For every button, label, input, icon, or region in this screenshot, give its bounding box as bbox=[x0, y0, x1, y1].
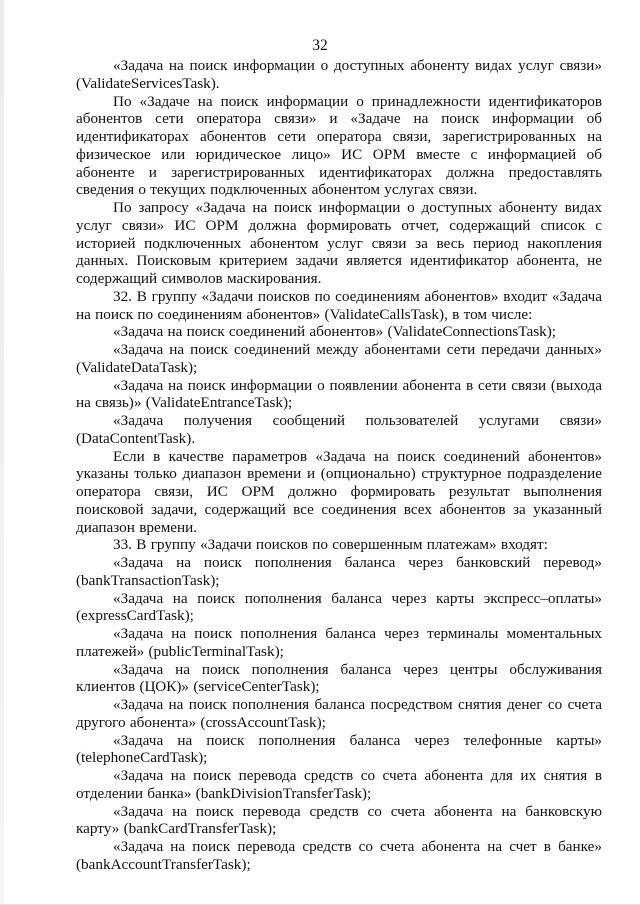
paragraph: «Задача на поиск соединений между абонентами сети передачи данных» (ValidateDataTask); bbox=[76, 341, 602, 376]
paragraph: «Задача на поиск соединений абонентов» (ValidateConnectionsTask); bbox=[113, 323, 557, 341]
paragraph: «Задача на поиск пополнения баланса через телефонные карты» (telephoneCardTask); bbox=[76, 731, 602, 767]
paragraph: «Задача на поиск информации о доступных абоненту видах услуг связи» (ValidateServicesTask). bbox=[76, 57, 602, 92]
document-body bbox=[76, 57, 602, 874]
paragraph: «Задача на поиск перевода средств со счета абонента для их снятия в отделении банка» (bankDivisionTransferTask); bbox=[76, 767, 602, 802]
paragraph: «Задача на поиск информации о появлении абонента в сети связи (выхода на связь)» (ValidateEntranceTask); bbox=[76, 376, 602, 412]
paragraph: «Задача на поиск пополнения баланса через центры обслуживания клиентов (ЦОК)» (serviceCenterTask); bbox=[76, 660, 602, 696]
paragraph: «Задача на поиск перевода средств со счета абонента на банковскую карту» (bankCardTransferTask); bbox=[76, 802, 602, 838]
paragraph: По запросу «Задача на поиск информации о доступных абоненту видах услуг связи» ИС ОРМ должна формировать отчет, содержащий список с историей подключенных абонентом услуг связи за весь период накопления данных. Поисковым критерием задачи является идентификатор абонента, не содержащий символов маскирования. bbox=[76, 199, 602, 287]
paragraph: «Задача на поиск пополнения баланса через карты экспресс–оплаты» (expressCardTask); bbox=[76, 589, 602, 625]
scan-edge bbox=[0, 0, 4, 905]
paragraph: «Задача получения сообщений пользователей услугами связи» (DataContentTask). bbox=[76, 412, 602, 447]
paragraph: «Задача на поиск пополнения баланса через банковский перевод» (bankTransactionTask); bbox=[76, 554, 602, 589]
paragraph: 32. В группу «Задачи поисков по соединениям абонентов» входит «Задача на поиск по соединениям абонентов» (ValidateCallsTask), в том числе: bbox=[76, 287, 602, 323]
paragraph: По «Задаче на поиск информации о принадлежности идентификаторов абонентов сети оператора связи» и «Задаче на поиск информации об идентификаторах абонентов сети оператора связи, зарегистрированных на физическое или юридическое лицо» ИС ОРМ вместе с информацией об абоненте и зарегистрированных идентификаторах должна предоставлять сведения о текущих подключенных абонентом услугах связи. bbox=[76, 92, 602, 199]
page-number: 32 bbox=[312, 37, 328, 54]
paragraph: 33. В группу «Задачи поисков по совершенным платежам» входят: bbox=[113, 536, 548, 554]
paragraph: «Задача на поиск пополнения баланса через терминалы моментальных платежей» (publicTerminalTask); bbox=[76, 625, 602, 660]
paragraph: «Задача на поиск пополнения баланса посредством снятия денег со счета другого абонента» (crossAccountTask); bbox=[76, 696, 602, 731]
paragraph: «Задача на поиск перевода средств со счета абонента на счет в банке» (bankAccountTransferTask); bbox=[76, 838, 602, 873]
paragraph: Если в качестве параметров «Задача на поиск соединений абонентов» указаны только диапазон времени и (опционально) структурное подразделение оператора связи, ИС ОРМ должно формировать результат выполнения поисковой задачи, содержащий все соединения всех абонентов за указанный диапазон времени. bbox=[76, 447, 602, 536]
